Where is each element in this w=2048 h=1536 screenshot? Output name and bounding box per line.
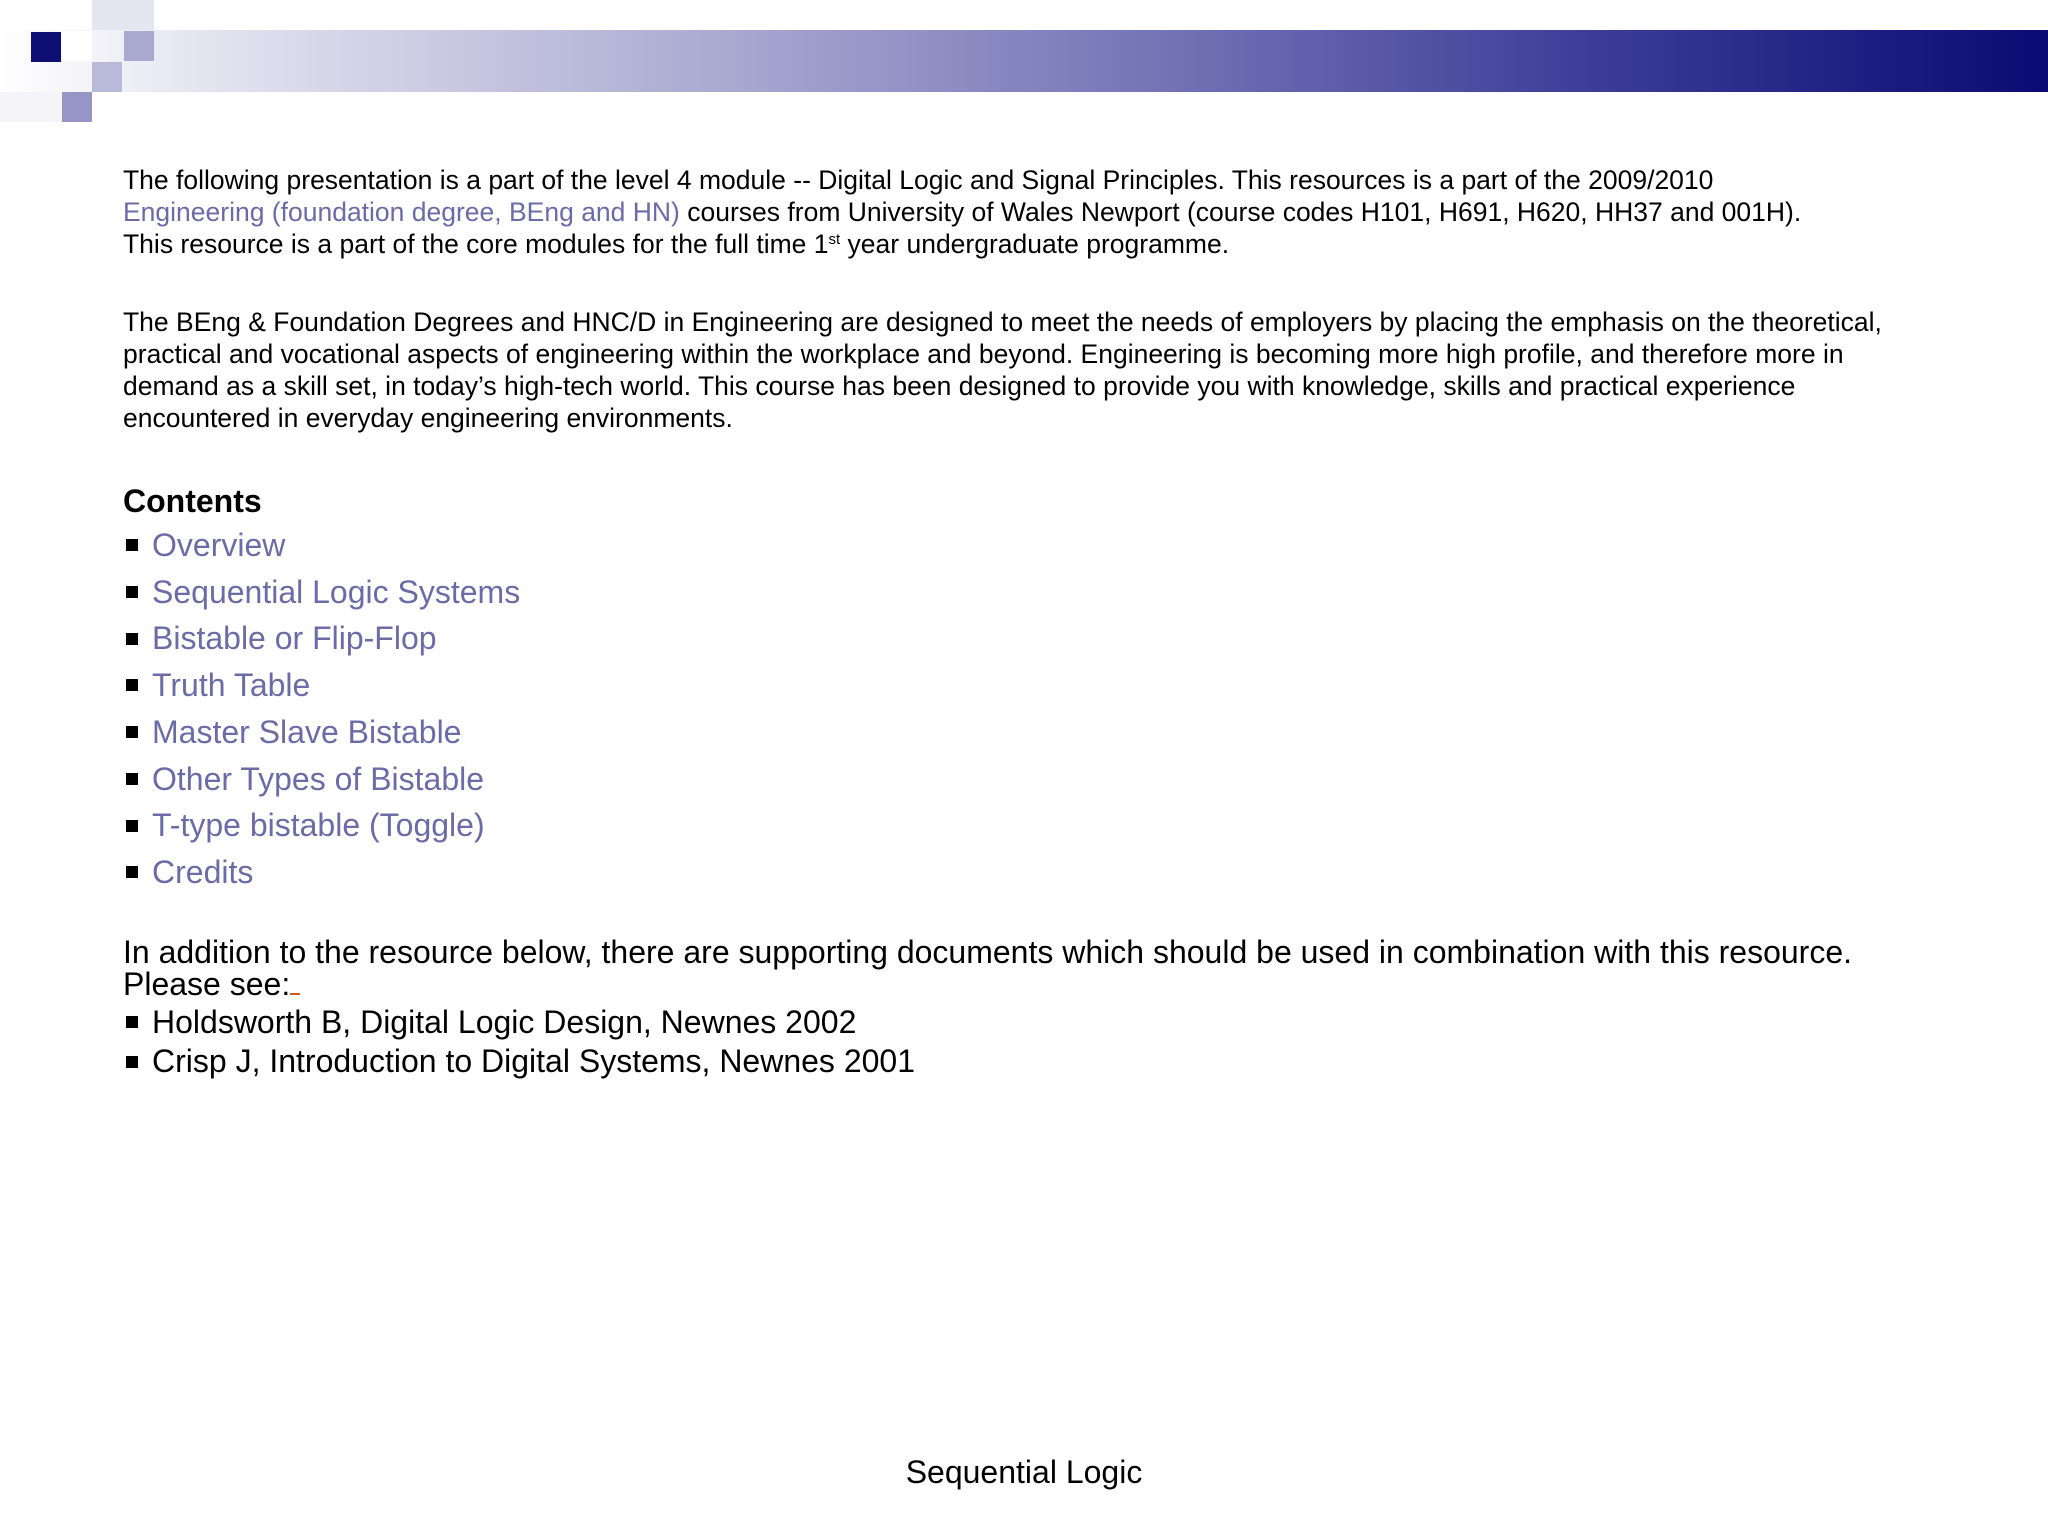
decor-square xyxy=(92,0,154,30)
contents-item-other-types-of-bistable[interactable] xyxy=(123,756,1923,803)
superscript: st xyxy=(828,231,841,248)
reference-item xyxy=(123,1003,1923,1043)
decor-square xyxy=(92,62,122,92)
slide-content xyxy=(123,164,1923,1082)
intro-text: year undergraduate programme. xyxy=(840,229,1230,259)
decor-square xyxy=(62,92,92,122)
description-paragraph: The BEng & Foundation Degrees and HNC/D in Engineering are designed to meet the needs of employers by placing the emphasis on the theoretical, practical and vocational aspects of engineering within the workplace and beyond. Engineering is becoming more high profile, and therefore more in demand as a skill set, in today’s high-tech world. This course has been designed to provide you with knowledge, skills and practical experience encountered in everyday engineering environments. xyxy=(123,307,1882,433)
square-bullet-icon xyxy=(126,633,138,645)
contents-item-label: Truth Table xyxy=(152,667,311,704)
square-bullet-icon xyxy=(126,866,138,878)
intro-text: This resource is a part of the core modules for the full time 1 xyxy=(123,229,829,259)
decor-square xyxy=(124,31,154,61)
intro-paragraph xyxy=(123,164,1923,260)
contents-item-label: Master Slave Bistable xyxy=(152,713,462,750)
reference-item xyxy=(123,1042,1923,1082)
slide-footer: Sequential Logic xyxy=(905,1454,1143,1490)
square-bullet-icon xyxy=(126,586,138,598)
header-gradient-bar xyxy=(0,30,2048,92)
contents-item-label: Other Types of Bistable xyxy=(152,760,485,797)
square-bullet-icon xyxy=(126,726,138,738)
contents-item-label: Sequential Logic Systems xyxy=(152,573,521,610)
square-bullet-icon xyxy=(126,679,138,691)
square-bullet-icon xyxy=(126,1056,138,1068)
square-bullet-icon xyxy=(126,773,138,785)
contents-item-bistable-flip-flop[interactable] xyxy=(123,615,1923,662)
contents-item-label: Bistable or Flip-Flop xyxy=(152,620,437,657)
reference-list xyxy=(123,1003,1923,1082)
decor-square-dark xyxy=(31,32,61,62)
contents-item-label: Overview xyxy=(152,527,286,563)
supporting-documents-text xyxy=(123,933,1923,1002)
engineering-courses-link[interactable]: Engineering (foundation degree, BEng and HN) xyxy=(123,197,680,227)
contents-item-label: T-type bistable (Toggle) xyxy=(152,807,485,844)
contents-item-overview[interactable] xyxy=(123,522,1923,569)
decor-square xyxy=(62,31,92,61)
contents-item-truth-table[interactable] xyxy=(123,662,1923,709)
reference-label: Crisp J, Introduction to Digital Systems, Newnes 2001 xyxy=(152,1043,915,1080)
contents-list xyxy=(123,522,1923,896)
square-bullet-icon xyxy=(126,539,138,551)
contents-item-label: Credits xyxy=(152,853,254,890)
hyperlink-mark xyxy=(290,979,300,995)
square-bullet-icon xyxy=(126,1016,138,1028)
contents-item-master-slave-bistable[interactable] xyxy=(123,709,1923,756)
decor-square xyxy=(0,0,62,30)
intro-text: courses from University of Wales Newport (course codes H101, H691, H620, HH37 and 001H). xyxy=(679,197,1802,227)
square-bullet-icon xyxy=(126,820,138,832)
intro-text: The following presentation is a part of the level 4 module -- Digital Logic and Signal Principles. This resources is a part of the 2009/2010 xyxy=(123,165,1714,195)
contents-item-sequential-logic-systems[interactable] xyxy=(123,569,1923,616)
reference-label: Holdsworth B, Digital Logic Design, Newnes 2002 xyxy=(152,1003,857,1040)
decor-square xyxy=(0,92,62,122)
supporting-text: In addition to the resource below, there are supporting documents which should be used in combination with this resource. Please see: xyxy=(123,933,1853,1002)
contents-item-credits[interactable] xyxy=(123,849,1923,896)
contents-heading: Contents xyxy=(123,483,262,519)
contents-item-t-type-bistable[interactable] xyxy=(123,802,1923,849)
